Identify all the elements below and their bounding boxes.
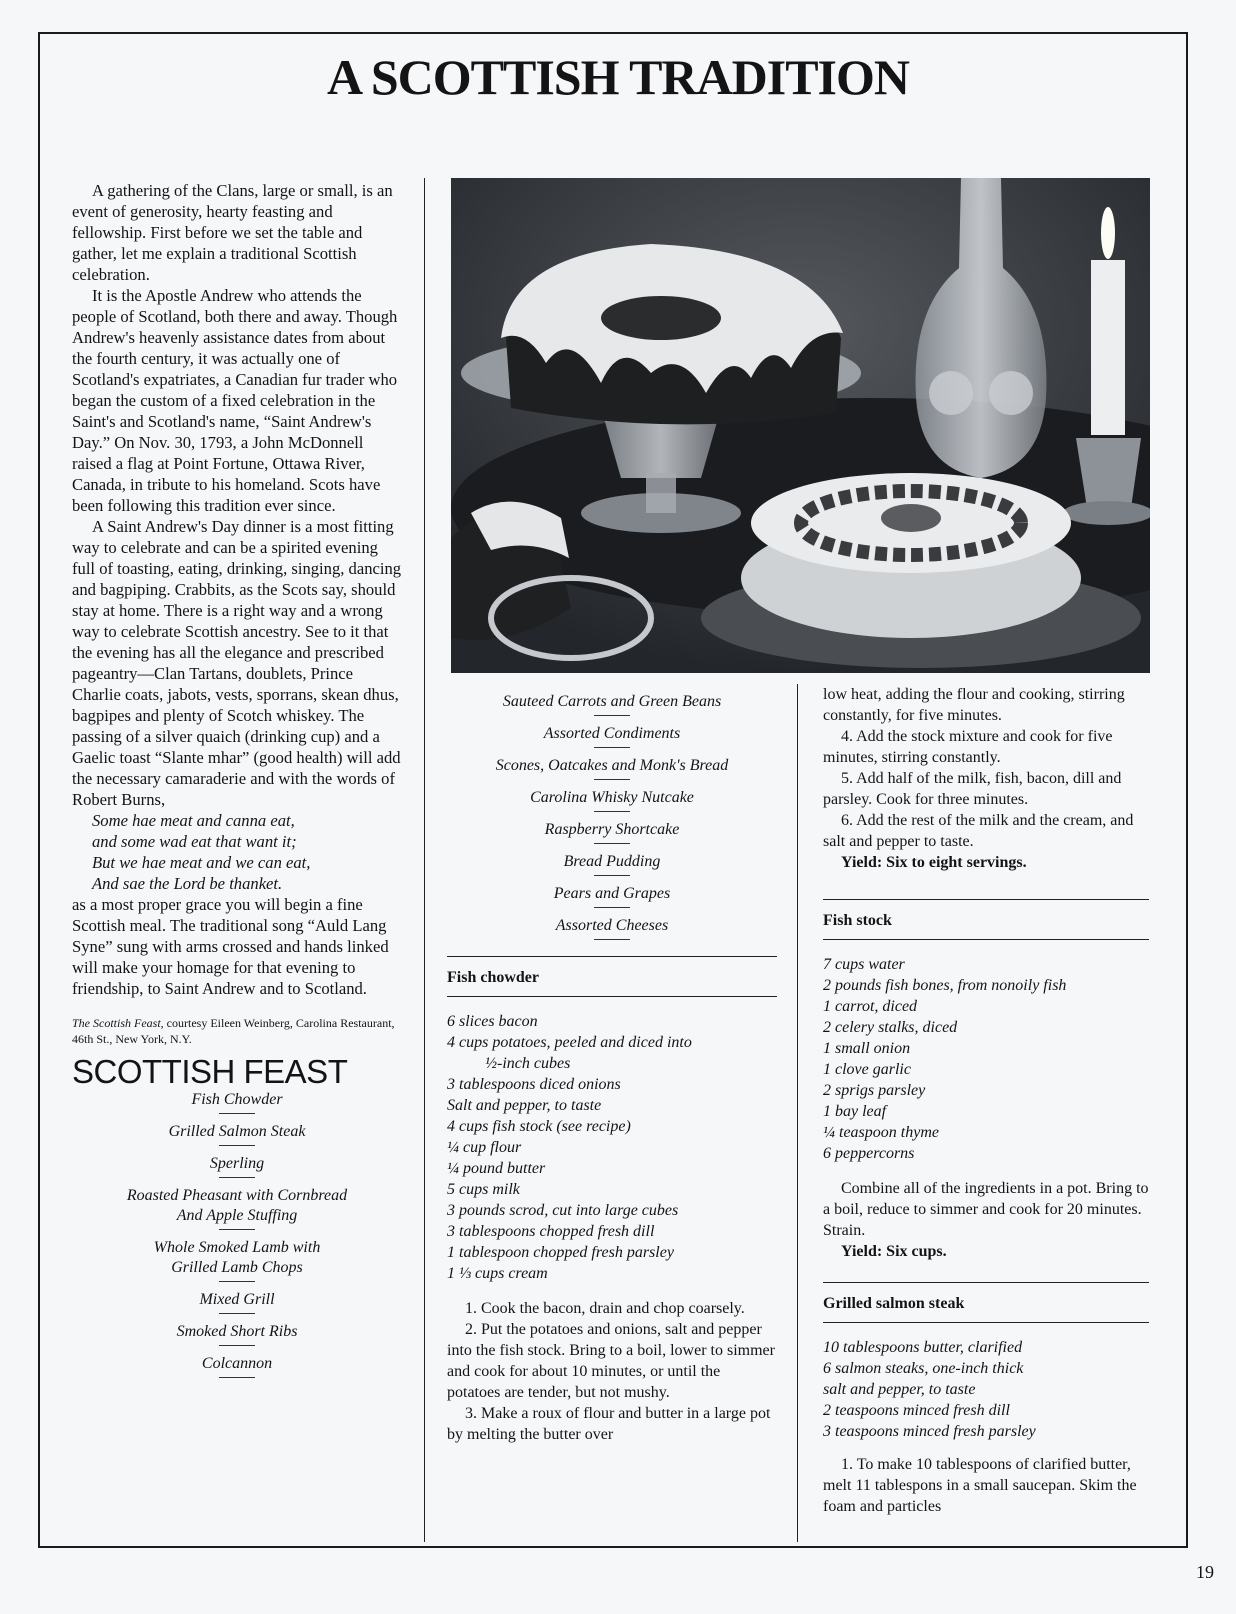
grilled-salmon-step-1: 1. To make 10 tablespoons of clarified butter, melt 11 tablespons in a small saucepan. Skim the foam and particles [823, 1456, 1137, 1515]
ingredient-line: 3 pounds scrod, cut into large cubes [447, 1202, 679, 1219]
ingredient-line: 7 cups water [823, 956, 905, 973]
ingredient-line: ¼ cup flour [447, 1139, 522, 1156]
menu-item [447, 820, 777, 844]
credit-text: courtesy Eileen Weinberg, Carolina Restaurant, 46th St., New York, N.Y. [72, 1016, 395, 1046]
recipe-step: 4. Add the stock mixture and cook for five minutes, stirring constantly. [823, 728, 1113, 766]
menu-item [72, 1354, 402, 1378]
intro-paragraph-1: A gathering of the Clans, large or small, is an event of generosity, hearty feasting and fellowship. First before we set the table and gather, let me explain a traditional Scottish celebration. [72, 181, 393, 284]
ingredient-line: 6 salmon steaks, one-inch thick [823, 1360, 1024, 1377]
ingredient-line: 3 teaspoons minced fresh parsley [823, 1423, 1036, 1440]
menu-item-underline [219, 1177, 255, 1178]
menu-item [447, 724, 777, 748]
menu-item-underline [594, 875, 630, 876]
intro-paragraph-2: It is the Apostle Andrew who attends the people of Scotland, both there and away. Though Andrew's heavenly assistance dates from about the fourth century, it was actually one of Scotland's expatriates, a Canadian fur trader who began the custom of a fixed celebration in the Saint's and Scotland's name, “Saint Andrew's Day.” On Nov. 30, 1793, a John McDonnell raised a flag at Point Fortune, Ottawa River, Canada, in tribute to his homeland. Scots have been following this tradition ever since. [72, 286, 398, 515]
menu-item-underline [219, 1313, 255, 1314]
ingredient-line: ½-inch cubes [485, 1055, 571, 1072]
fish-chowder-continued-text: low heat, adding the flour and cooking, stirring constantly, for five minutes. [823, 686, 1125, 724]
menu-item-underline [594, 939, 630, 940]
menu-list-left [72, 1090, 402, 1378]
ingredient-line: 1 clove garlic [823, 1061, 911, 1078]
poem-line: and some wad eat that want it; [92, 832, 297, 851]
menu-item-text: Carolina Whisky Nutcake [530, 789, 694, 806]
recipe-step: 1. Cook the bacon, drain and chop coarsely. [465, 1300, 745, 1317]
dessert-photo [451, 178, 1150, 673]
ingredient-line: 10 tablespoons butter, clarified [823, 1339, 1023, 1356]
menu-item-text: Scones, Oatcakes and Monk's Bread [495, 757, 729, 774]
fish-stock-method-block [823, 1178, 1149, 1262]
menu-item-text: Grilled Salmon Steak [168, 1123, 306, 1140]
menu-item-underline [594, 843, 630, 844]
fish-stock-method: Combine all of the ingredients in a pot. Bring to a boil, reduce to simmer and cook for 20 minutes. Strain. [823, 1180, 1149, 1239]
recipe-step: 6. Add the rest of the milk and the cream, and salt and pepper to taste. [823, 812, 1134, 850]
fish-stock-heading: Fish stock [823, 899, 1149, 940]
ingredient-line: 1 carrot, diced [823, 998, 918, 1015]
ingredient-line: 5 cups milk [447, 1181, 520, 1198]
fish-stock-yield: Yield: Six cups. [841, 1243, 947, 1260]
ingredient-line: 1 small onion [823, 1040, 911, 1057]
menu-item [447, 852, 777, 876]
menu-item [72, 1290, 402, 1314]
menu-item-text: Sauteed Carrots and Green Beans [502, 693, 722, 710]
ingredient-line: 6 slices bacon [447, 1013, 538, 1030]
ingredient-line: salt and pepper, to taste [823, 1381, 976, 1398]
menu-item-underline [594, 779, 630, 780]
ingredient-line: 6 peppercorns [823, 1145, 915, 1162]
ingredient-line: Salt and pepper, to taste [447, 1097, 602, 1114]
ingredient-line: 3 tablespoons chopped fresh dill [447, 1223, 655, 1240]
menu-item [447, 916, 777, 940]
menu-item-text: Assorted Condiments [543, 725, 681, 742]
fish-chowder-steps-cont [823, 726, 1149, 852]
menu-item-underline [594, 715, 630, 716]
menu-item-underline [219, 1281, 255, 1282]
menu-item-underline [219, 1345, 255, 1346]
grilled-salmon-ingredients [823, 1337, 1149, 1442]
menu-item [72, 1090, 402, 1114]
column-rule-right [797, 684, 798, 1542]
menu-item [72, 1322, 402, 1346]
menu-item-underline [219, 1377, 255, 1378]
poem-line: And sae the Lord be thanket. [92, 874, 283, 893]
ingredient-line: ¼ teaspoon thyme [823, 1124, 939, 1141]
fish-chowder-steps [447, 1298, 777, 1445]
menu-item [447, 756, 777, 780]
menu-item-text: Smoked Short Ribs [176, 1323, 298, 1340]
ingredient-line: 2 pounds fish bones, from nonoily fish [823, 977, 1067, 994]
menu-item-text: Pears and Grapes [553, 885, 671, 902]
menu-item-text: Mixed Grill [199, 1291, 275, 1308]
menu-item [72, 1186, 402, 1230]
menu-item-text: Bread Pudding [563, 853, 661, 870]
menu-list-mid [447, 692, 777, 940]
intro-paragraph-3: A Saint Andrew's Day dinner is a most fitting way to celebrate and can be a spirited evening full of toasting, eating, drinking, singing, dancing and bagpiping. Crabbits, as the Scots say, should stay at home. There is a right way and a wrong way to celebrate Scottish ancestry. See to it that the evening has all the elegance and prescribed pageantry—Clan Tartans, doublets, Prince Charlie coats, jabots, vests, sporrans, skean dhus, bagpipes and plenty of Scotch whiskey. The passing of a silver quaich (drinking cup) and a Gaelic toast “Slante mhar” (good health) will add the necessary camaraderie and with the words of Robert Burns, [72, 517, 402, 809]
recipe-step: 5. Add half of the milk, fish, bacon, dill and parsley. Cook for three minutes. [823, 770, 1122, 808]
page-number: 19 [1196, 1562, 1214, 1582]
fish-stock-ingredients [823, 954, 1149, 1164]
dessert-photo-illustration [451, 178, 1150, 673]
menu-item [447, 884, 777, 908]
ingredient-line: ¼ pound butter [447, 1160, 546, 1177]
ingredient-line: 2 sprigs parsley [823, 1082, 926, 1099]
menu-item-text: Whole Smoked Lamb with [153, 1239, 321, 1256]
intro-paragraph-4: as a most proper grace you will begin a fine Scottish meal. The traditional song “Auld Lang Syne” sung with arms crossed and hands linked will make your homage for that evening to friendship, to Saint Andrew and to Scotland. [72, 895, 389, 998]
menu-item-underline [219, 1229, 255, 1230]
page-title: A SCOTTISH TRADITION [326, 49, 910, 105]
fish-chowder-yield: Yield: Six to eight servings. [841, 854, 1027, 871]
ingredient-line: 3 tablespoons diced onions [447, 1076, 621, 1093]
menu-item [447, 692, 777, 716]
fish-chowder-ingredients [447, 1011, 777, 1284]
ingredient-line: 1 bay leaf [823, 1103, 887, 1120]
recipe-step: 2. Put the potatoes and onions, salt and pepper into the fish stock. Bring to a boil, lower to simmer and cook for about 10 minutes, or until the potatoes are tender, but not mushy. [447, 1321, 775, 1401]
fish-chowder-heading: Fish chowder [447, 956, 777, 997]
menu-item-underline [219, 1113, 255, 1114]
intro-column [72, 180, 402, 1378]
menu-item-underline [219, 1145, 255, 1146]
middle-column [447, 684, 777, 1445]
burns-poem [72, 810, 402, 894]
ingredient-line: 4 cups potatoes, peeled and diced into [447, 1034, 692, 1051]
credit-title: The Scottish Feast, [72, 1016, 164, 1030]
menu-item [72, 1238, 402, 1282]
poem-line: But we hae meat and we can eat, [92, 853, 311, 872]
feast-title: SCOTTISH FEAST [72, 1053, 348, 1090]
column-rule-left [424, 178, 425, 1542]
menu-item [72, 1154, 402, 1178]
grilled-salmon-heading: Grilled salmon steak [823, 1282, 1149, 1323]
menu-item-text: And Apple Stuffing [176, 1207, 298, 1224]
menu-item-text: Raspberry Shortcake [544, 821, 680, 838]
ingredient-line: 4 cups fish stock (see recipe) [447, 1118, 631, 1135]
menu-item-text: Sperling [209, 1155, 265, 1172]
ingredient-line: 2 celery stalks, diced [823, 1019, 958, 1036]
menu-item-underline [594, 747, 630, 748]
menu-item-text: Roasted Pheasant with Cornbread [126, 1187, 348, 1204]
ingredient-line: 1 ⅓ cups cream [447, 1265, 548, 1282]
poem-line: Some hae meat and canna eat, [92, 811, 295, 830]
menu-item [72, 1122, 402, 1146]
menu-item-underline [594, 907, 630, 908]
right-column [823, 684, 1149, 1517]
menu-item-text: Fish Chowder [191, 1091, 283, 1108]
menu-item [447, 788, 777, 812]
ingredient-line: 2 teaspoons minced fresh dill [823, 1402, 1010, 1419]
recipe-step: 3. Make a roux of flour and butter in a large pot by melting the butter over [447, 1405, 771, 1443]
menu-item-underline [594, 811, 630, 812]
fish-chowder-steps-continued [823, 684, 1149, 873]
ingredient-line: 1 tablespoon chopped fresh parsley [447, 1244, 674, 1261]
menu-item-text: Grilled Lamb Chops [171, 1259, 303, 1276]
menu-item-text: Assorted Cheeses [555, 917, 669, 934]
credit-line [72, 1015, 402, 1047]
menu-item-text: Colcannon [201, 1355, 273, 1372]
